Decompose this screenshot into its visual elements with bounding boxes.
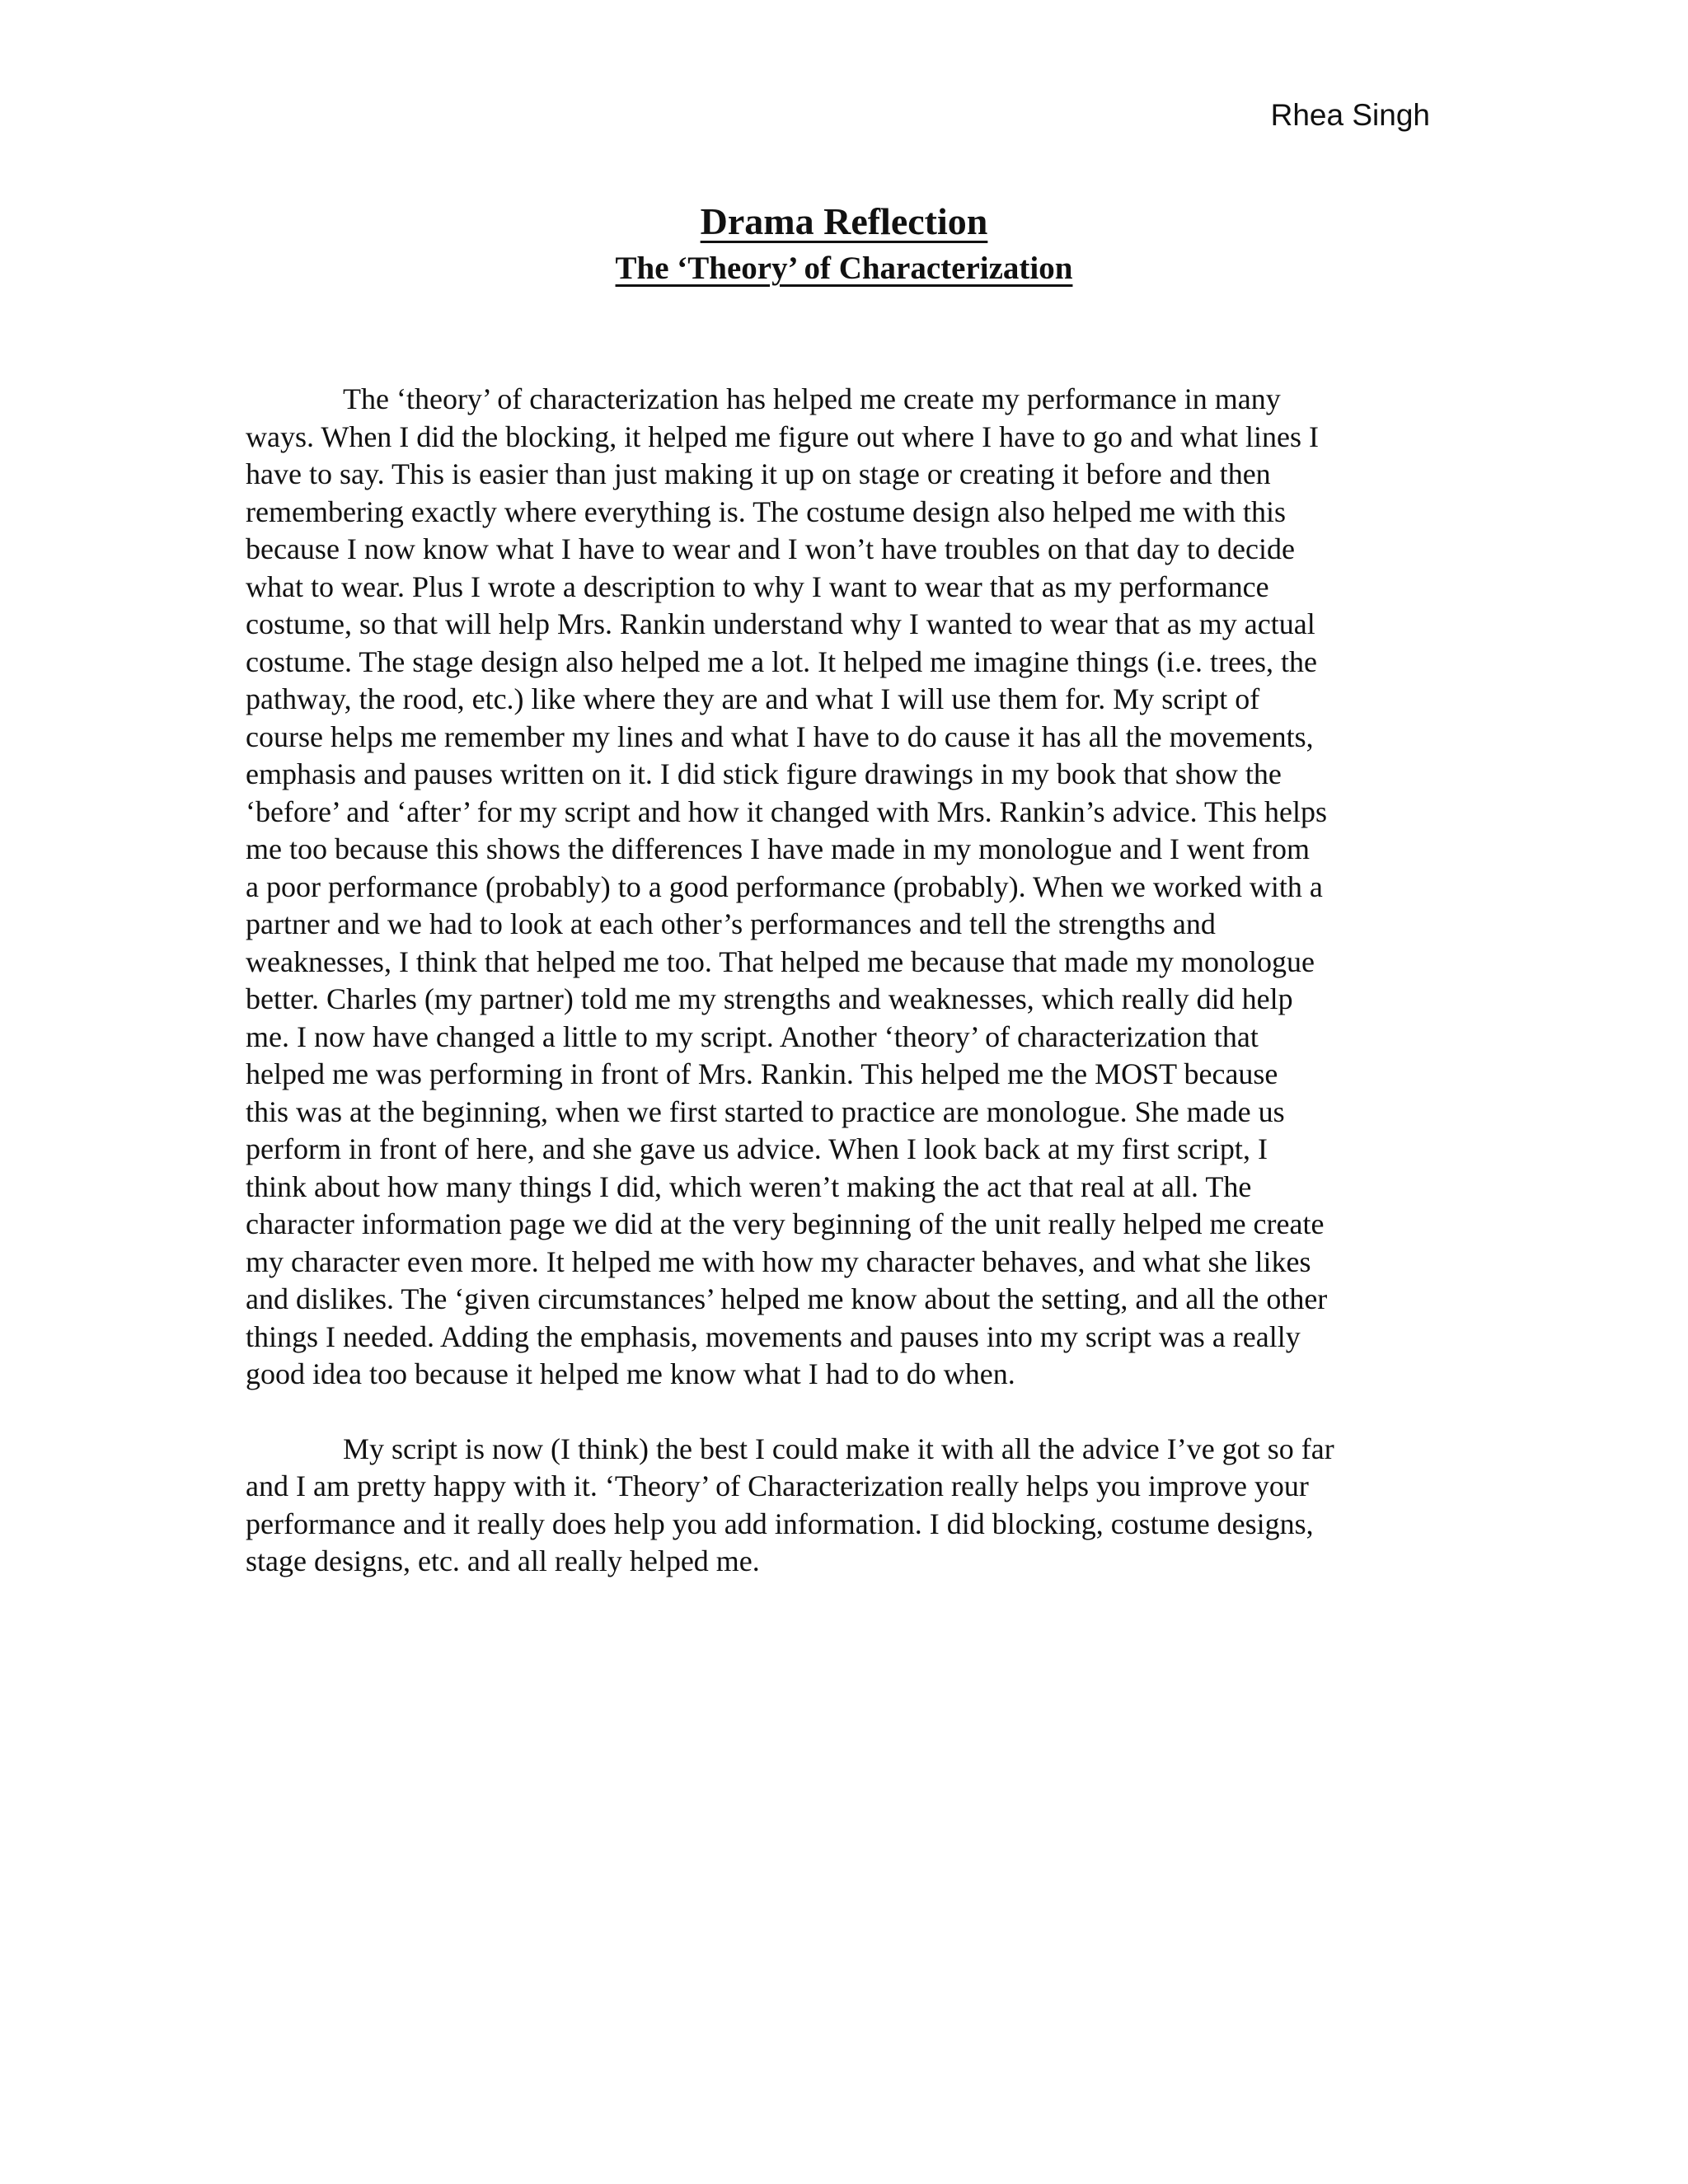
page-subtitle: The ‘Theory’ of Characterization — [615, 251, 1073, 286]
text-line: course helps me remember my lines and what I have to do cause it has all the movements, — [246, 719, 1314, 753]
text-line: ways. When I did the blocking, it helped me figure out where I have to go and what lines I — [246, 419, 1319, 453]
text-line: things I needed. Adding the emphasis, movements and pauses into my script was a really — [246, 1319, 1301, 1353]
text-line: a poor performance (probably) to a good performance (probably). When we worked with a — [246, 869, 1323, 903]
text-line: better. Charles (my partner) told me my strengths and weaknesses, which really did help — [246, 982, 1293, 1015]
text-line: stage designs, etc. and all really helped me. — [246, 1544, 760, 1577]
text-line: weaknesses, I think that helped me too. That helped me because that made my monologue — [246, 944, 1315, 978]
paragraph-2 — [246, 1431, 1438, 1581]
text-line: and I am pretty happy with it. ‘Theory’ of Characterization really helps you improve your — [246, 1469, 1309, 1502]
text-line: costume, so that will help Mrs. Rankin understand why I wanted to wear that as my actual — [246, 607, 1315, 640]
text-line: partner and we had to look at each other’s performances and tell the strengths and — [246, 907, 1216, 940]
text-line: this was at the beginning, when we first started to practice are monologue. She made us — [246, 1094, 1285, 1128]
text-line: character information page we did at the very beginning of the unit really helped me create — [246, 1207, 1325, 1240]
page-title: Drama Reflection — [700, 200, 988, 242]
text-line: remembering exactly where everything is. The costume design also helped me with this — [246, 494, 1286, 528]
reflection-body — [246, 381, 1438, 1618]
text-line: have to say. This is easier than just making it up on stage or creating it before and then — [246, 457, 1271, 490]
author-name: Rhea Singh — [1270, 98, 1430, 132]
text-line: good idea too because it helped me know what I had to do when. — [246, 1357, 1015, 1390]
title-block — [0, 198, 1688, 290]
text-line: The ‘theory’ of characterization has helped me create my performance in many — [343, 382, 1281, 415]
text-line: perform in front of here, and she gave us advice. When I look back at my first script, I — [246, 1132, 1268, 1165]
text-line: performance and it really does help you add information. I did blocking, costume designs, — [246, 1507, 1314, 1540]
text-line: think about how many things I did, which weren’t making the act that real at all. The — [246, 1169, 1252, 1203]
text-line: my character even more. It helped me with how my character behaves, and what she likes — [246, 1244, 1311, 1278]
text-line: costume. The stage design also helped me a lot. It helped me imagine things (i.e. trees, the — [246, 644, 1317, 678]
text-line: emphasis and pauses written on it. I did stick figure drawings in my book that show the — [246, 757, 1282, 790]
text-line: and dislikes. The ‘given circumstances’ helped me know about the setting, and all the other — [246, 1282, 1328, 1315]
text-line: what to wear. Plus I wrote a description to why I want to wear that as my performance — [246, 569, 1269, 603]
text-line: pathway, the rood, etc.) like where they are and what I will use them for. My script of — [246, 682, 1260, 715]
text-line: My script is now (I think) the best I could make it with all the advice I’ve got so far — [343, 1432, 1334, 1465]
text-line: because I now know what I have to wear and I won’t have troubles on that day to decide — [246, 532, 1295, 565]
text-line: helped me was performing in front of Mrs. Rankin. This helped me the MOST because — [246, 1057, 1278, 1090]
paragraph-1 — [246, 381, 1438, 1394]
text-line: ‘before’ and ‘after’ for my script and how it changed with Mrs. Rankin’s advice. This helps — [246, 794, 1327, 828]
text-line: me. I now have changed a little to my script. Another ‘theory’ of characterization that — [246, 1019, 1259, 1053]
text-line: me too because this shows the differences I have made in my monologue and I went from — [246, 832, 1310, 865]
